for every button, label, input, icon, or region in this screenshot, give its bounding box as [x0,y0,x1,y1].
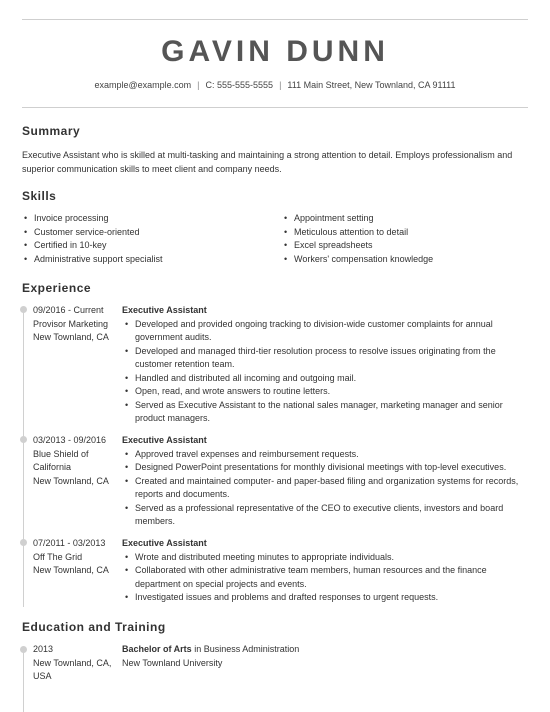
skill-item: • Customer service-oriented [22,226,275,240]
job-title: Executive Assistant [122,435,207,445]
job-details [122,434,532,529]
job-title: Executive Assistant [122,305,207,315]
timeline-dot [20,646,27,653]
summary-heading: Summary [22,124,81,138]
job-bullet: • Served as Executive Assistant to the national sales manager, marketing manager and senior product managers. [122,399,532,426]
education-location: New Townland, CA, USA [33,657,112,681]
degree-line [122,643,532,657]
timeline-dot [20,539,27,546]
job-bullet: • Created and maintained computer- and paper-based filing and organization systems for records, reports and documents. [122,475,532,502]
skill-item: • Meticulous attention to detail [282,226,528,240]
header-divider [22,107,528,108]
summary-text: Executive Assistant who is skilled at multi-tasking and maintaining a strong attention to detail. Employs professionalism and superior communication skills to meet client and company needs. [22,150,513,174]
separator: | [279,80,282,90]
job-title: Executive Assistant [122,538,207,548]
job-bullet: • Wrote and distributed meeting minutes to appropriate individuals. [122,551,532,565]
skill-item: • Certified in 10-key [22,239,275,253]
education-timeline [23,650,24,712]
job-meta [33,537,119,578]
skills-heading: Skills [22,189,57,203]
candidate-name: GAVIN DUNN [161,35,389,68]
skill-item: • Appointment setting [282,212,528,226]
job-bullet: • Handled and distributed all incoming and outgoing mail. [122,372,532,386]
contact-line [0,80,550,90]
top-divider [22,19,528,20]
job-bullet: • Designed PowerPoint presentations for monthly divisional meetings with top-level executives. [122,461,532,475]
job-bullet: • Developed and managed third-tier resolution process to resolve issues originating from the customer retention team. [122,345,532,372]
job-bullet: • Served as a professional representative of the CEO to executive clients, investors and board members. [122,502,532,529]
school-name: New Townland University [122,657,223,668]
education-heading: Education and Training [22,620,166,634]
skills-column-left [22,212,275,266]
job-details [122,304,532,426]
job-bullet: • Investigated issues and problems and drafted responses to urgent requests. [122,591,532,605]
education-meta [33,643,115,684]
skill-item: • Workers' compensation knowledge [282,253,528,267]
job-dates: 09/2016 - Current [33,305,104,315]
job-dates: 03/2013 - 09/2016 [33,435,107,445]
skill-item: • Excel spreadsheets [282,239,528,253]
field-of-study: Business Administration [203,644,300,654]
skills-column-right [275,212,528,266]
job-location: New Townland, CA [33,332,109,342]
education-year: 2013 [33,644,54,654]
experience-heading: Experience [22,281,92,295]
degree-connector: in [194,644,202,654]
job-bullet: • Approved travel expenses and reimbursement requests. [122,448,532,462]
job-meta [33,434,119,488]
job-details [122,537,532,605]
skills-list [22,212,528,266]
timeline-dot [20,306,27,313]
job-bullet: • Developed and provided ongoing tracking to division-wide customer complaints for annual government audits. [122,318,532,345]
separator: | [197,80,200,90]
job-company: Provisor Marketing [33,318,109,329]
job-dates: 07/2011 - 03/2013 [33,538,106,548]
job-bullets [122,551,532,605]
job-company: Blue Shield of California [33,448,89,472]
job-company: Off The Grid [33,551,83,562]
phone: C: 555-555-5555 [205,80,274,90]
skill-item: • Administrative support specialist [22,253,275,267]
job-bullet: • Collaborated with other administrative team members, human resources and the finance department on special projects and events. [122,564,532,591]
job-bullets [122,448,532,529]
job-bullet: • Open, read, and wrote answers to routine letters. [122,385,532,399]
email: example@example.com [94,80,192,90]
skill-item: • Invoice processing [22,212,275,226]
degree: Bachelor of Arts [122,644,192,654]
job-location: New Townland, CA [33,475,109,486]
education-details [122,643,532,670]
job-meta [33,304,119,345]
experience-timeline [23,309,24,607]
address: 111 Main Street, New Townland, CA 91111 [287,80,456,90]
job-location: New Townland, CA [33,565,109,575]
timeline-dot [20,436,27,443]
job-bullets [122,318,532,426]
